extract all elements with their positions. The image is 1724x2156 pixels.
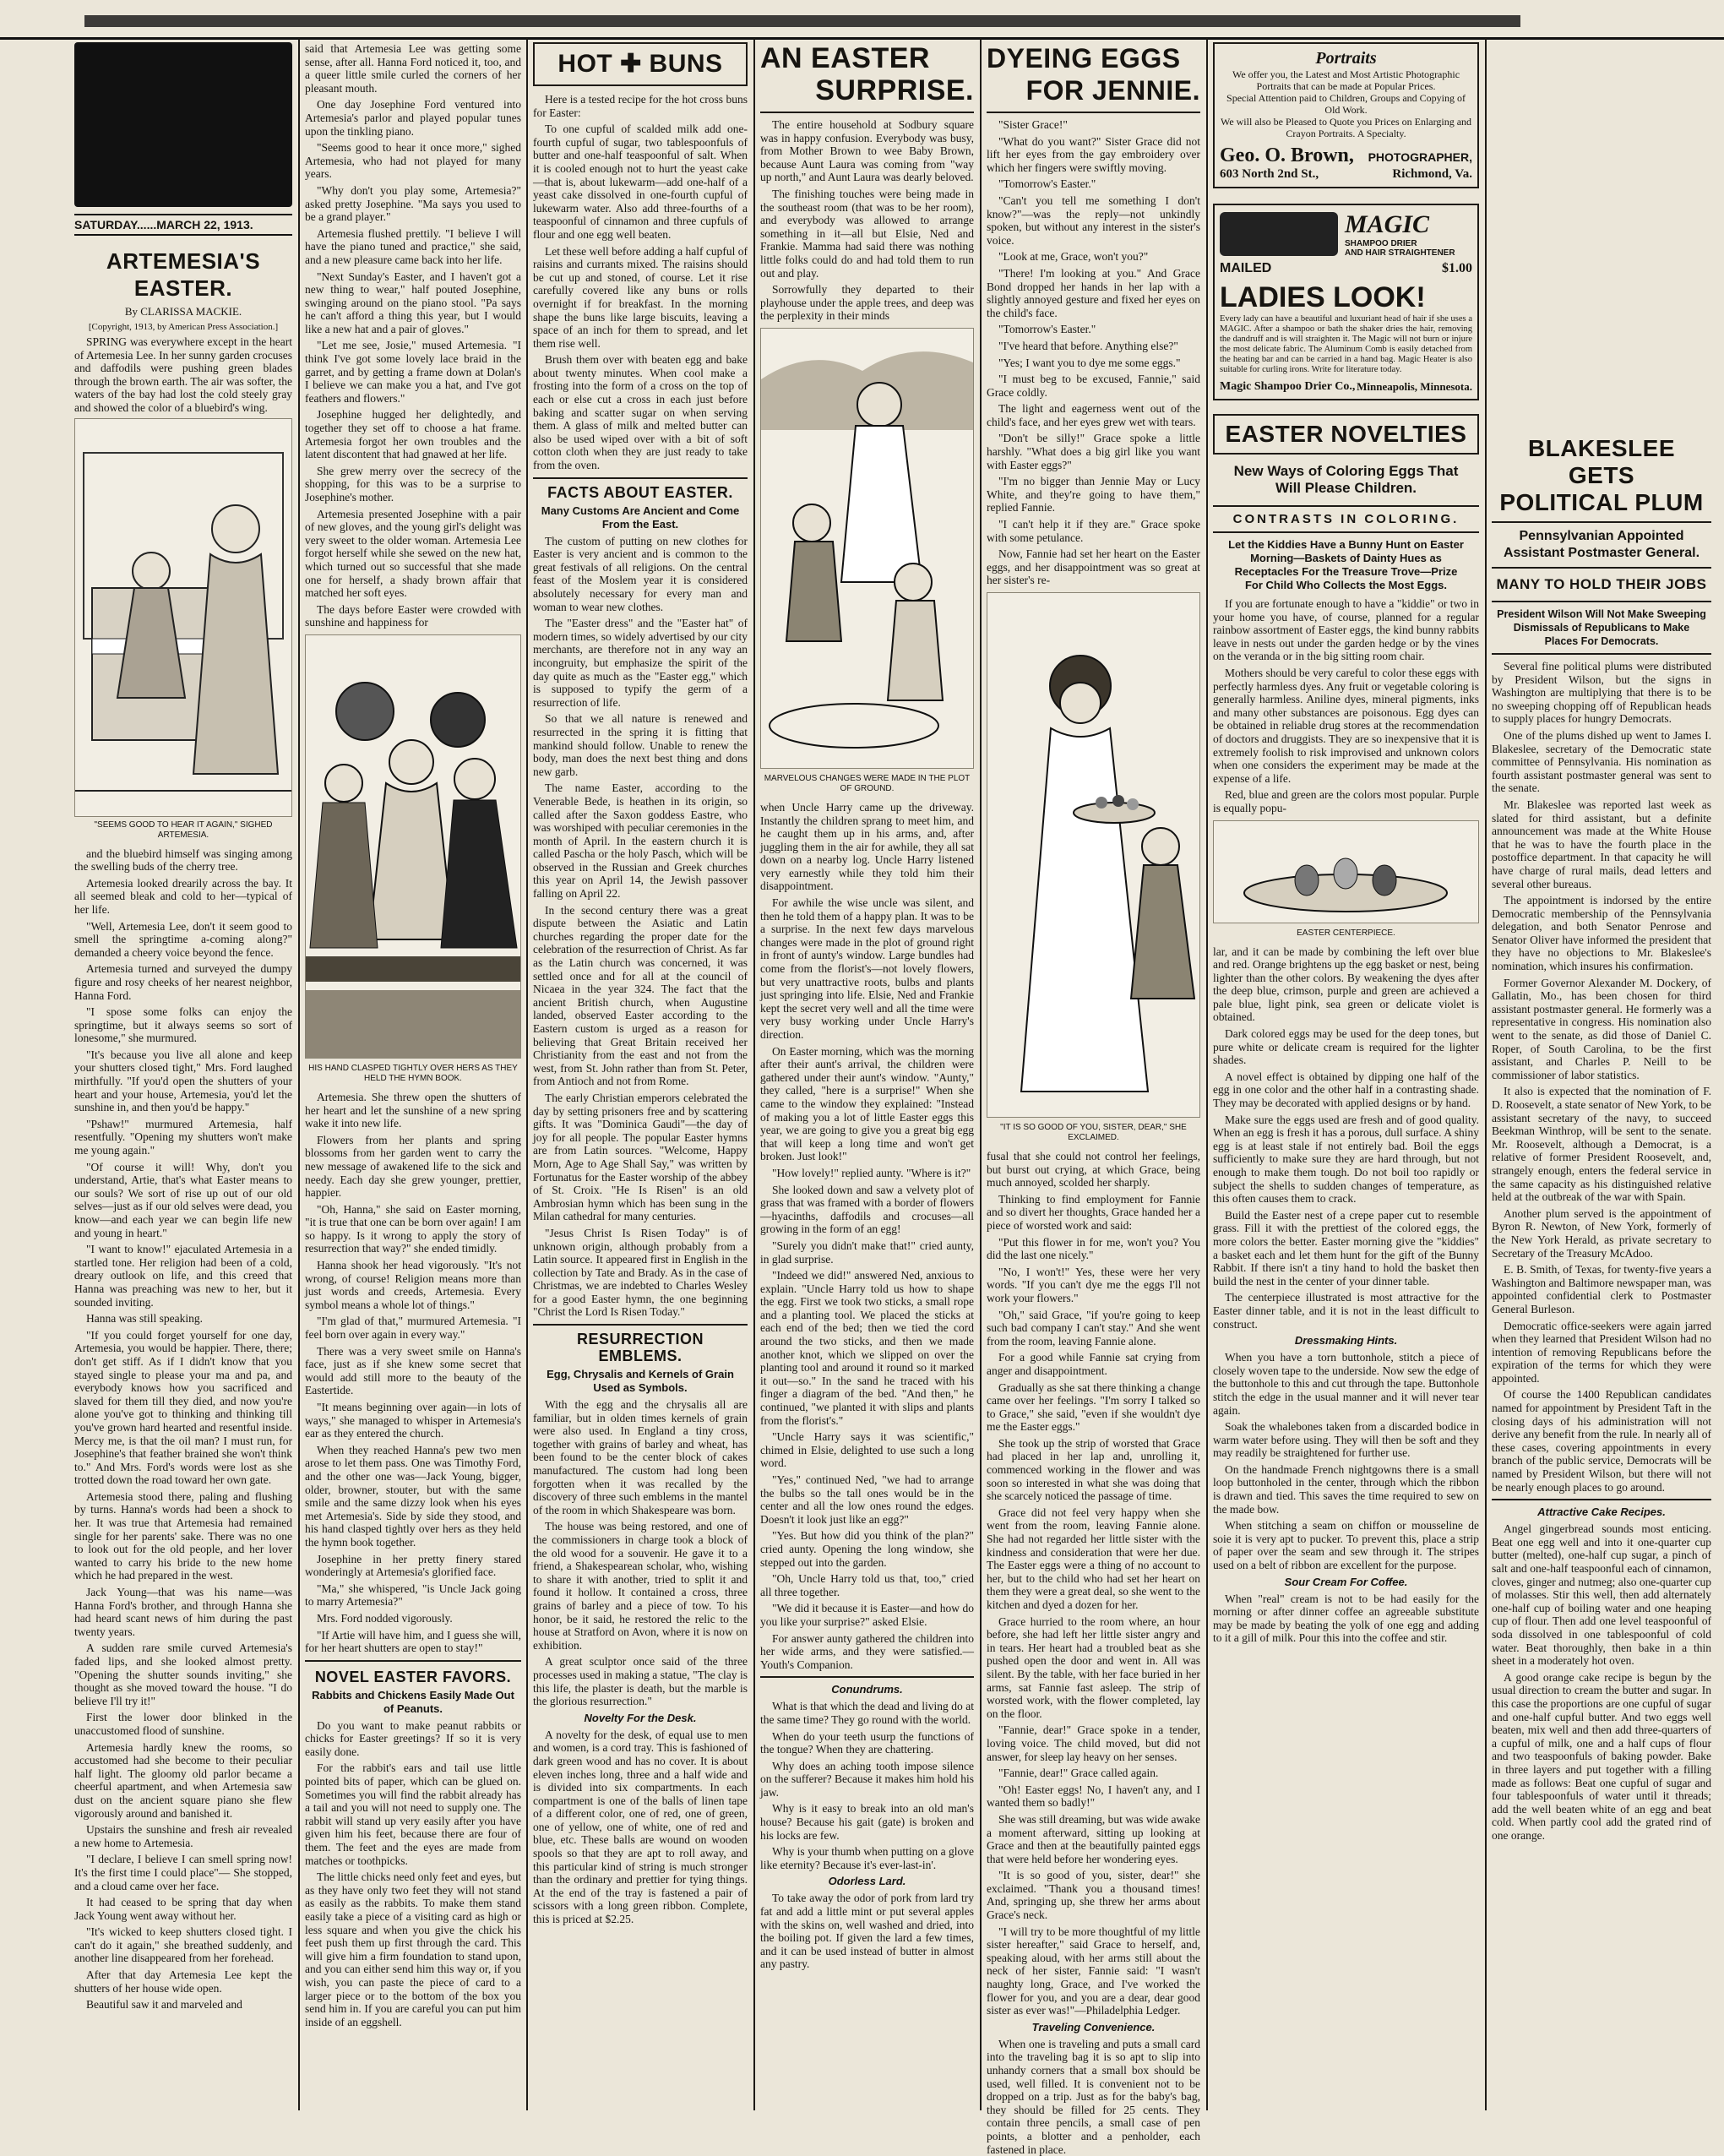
magic-drier-ad: [1213, 204, 1479, 400]
copyright: [Copyright, 1913, by American Press Association.]: [88, 322, 279, 332]
dateline: SATURDAY......MARCH 22, 1913.: [74, 214, 292, 236]
ad-magic: MAGIC: [1345, 210, 1430, 238]
ad-company: Magic Shampoo Drier Co.,: [1220, 380, 1356, 393]
paragraph: "Yes; I want you to dye me some eggs.": [998, 356, 1181, 369]
paragraph: "Next Sunday's Easter, and I haven't got a new thing to wear," half pouted Josephine, swinging around on the piano stool. "Pa says he can't afford a thing this year, but I would like a new hat and a pair of gloves.": [305, 270, 525, 335]
paragraph: "Let me see, Josie," mused Artemesia. "I think I've got some lovely lace braid in the garret, and by getting a frame down at Dolan's I believe we can make you a hat, and I've got feathers and flowers.": [305, 339, 525, 405]
paragraph: So that we all nature is renewed and resurrected in the spring it is fitting that mankind should follow. Unable to renew the body, man does the next best thing and dons new garb.: [533, 712, 751, 778]
paragraph: There was a very sweet smile on Hanna's face, just as if she knew some secret that would add still more to the beauty of the Eastertide.: [305, 1344, 525, 1397]
paragraph: She looked down and saw a velvety plot of grass that was framed with a border of flowers—hyacinths, daffodils and crocuses—all growing in the form of an egg!: [760, 1183, 977, 1236]
paragraph: One of the plums dished up went to James I. Blakeslee, secretary of the Democratic state committee of Pennsylvania. His nomination as fourth assistant postmaster general was sent to the senate.: [1492, 728, 1715, 795]
paragraph: A great sculptor once said of the three processes used in making a statue, "The clay is this life, the plaster is death, but the marble is the glorious resurrection.": [533, 1655, 751, 1708]
ad-line: Special Attention paid to Children, Groups and Copying of Old Work.: [1226, 92, 1466, 116]
easter-centerpiece-icon: [1214, 821, 1478, 923]
paragraph: Mrs. Ford nodded vigorously.: [317, 1611, 453, 1625]
paragraph: In the second century there was a great dispute between the Asiatic and Latin churches regarding the proper date for the celebration of the resurrection of Christ. As far as the Latin church was concerned, it was settled once and for all at the council of Nicaea in the year 324. The fact that the ancient British church, when Augustine landed, observed Easter according to the Eastern custom is urged as a reason for believing that Great Britain received her Christianity from the east and not from the west, from St. John rather than from St. Peter, from Antioch and not from Rome.: [533, 903, 751, 1088]
section-title-traveling: Traveling Convenience.: [1031, 2020, 1156, 2034]
byline: By CLARISSA MACKIE.: [124, 305, 242, 318]
ad-line: We offer you, the Latest and Most Artistic Photographic Portraits that can be made at Popular Prices.: [1232, 68, 1460, 92]
illustration-piano: [74, 418, 292, 817]
paragraph: Why is your thumb when putting on a glove like eternity? Because it's ever-last-in'.: [760, 1845, 977, 1871]
ad-drier: SHAMPOO DRIER: [1345, 239, 1417, 248]
paragraph: Beautiful saw it and marveled and: [86, 1998, 242, 2012]
paragraph: "Tomorrow's Easter.": [998, 177, 1096, 191]
rule-5: [1206, 38, 1208, 2110]
paragraph: "I will try to be more thoughtful of my little sister hereafter," said Grace to herself, and, speaking aloud, with her arms still about the neck of her sister, Fannie said: "I wasn't naughty long, Grace, and I've worked the flower for you, and you are a dear, dear good sister as ever was!"—Philadelphia Ledger.: [987, 1925, 1204, 2017]
paragraph: "Well, Artemesia Lee, don't it seem good to smell the springtime a-coming along?" demanded a cheery voice beyond the fence.: [74, 919, 296, 959]
paragraph: Artemesia turned and surveyed the dumpy figure and rosy cheeks of her nearest neighbor, Hanna Ford.: [74, 962, 296, 1002]
paragraph: When stitching a seam on chiffon or mousseline de soie it is very apt to pucker. To prevent this, place a strip of paper over the seam and sew through it. The stripes used on a belt of ribbon are excellent for the purpose.: [1213, 1519, 1482, 1572]
paragraph: fusal that she could not control her feelings, but burst out crying, at which Grace, being much annoyed, scolded her sharply.: [987, 1150, 1204, 1190]
paragraph: Grace did not feel very happy when she went from the room, leaving Fannie alone. She had not regarded her little sister with the kindness and consideration that were her due. The Easter eggs were a thing of no account to her, but to the child who had set her heart on them they were a great deal, so she went to the kitchen and dyed a dozen for her.: [987, 1505, 1204, 1611]
paragraph: Mr. Blakeslee was reported last week as slated for third assistant, but a definite announcement was made at the White House that he was to have the fourth place in the postoffice department. In that capacity he will have charge of rural mails, dead letters and several other bureaus.: [1492, 798, 1715, 890]
paragraph: Now, Fannie had set her heart on the Easter eggs, and her disappointment was so great at her sister's re-: [987, 547, 1204, 587]
piano-scene-icon: [75, 419, 291, 816]
column-7: [1492, 435, 1715, 2110]
caption-garden: MARVELOUS CHANGES WERE MADE IN THE PLOT OF GROUND.: [764, 773, 971, 793]
paragraph: "Of course it will! Why, don't you understand, Artie, that's what Easter means to our souls? We sort of rise up out of our old selves—just as if our old selves were dead, you know—and each year we can begin life new and young in heart.": [74, 1160, 296, 1239]
paragraph: Democratic office-seekers were again jarred when they learned that President Wilson had no intention of removing Republicans before the expiration of the terms for which they were appointed.: [1492, 1319, 1715, 1385]
section-title-dressmaking: Dressmaking Hints.: [1294, 1334, 1398, 1348]
divider: [1213, 505, 1479, 507]
rule-3: [753, 38, 755, 2110]
paragraph: "I must beg to be excused, Fannie," said Grace coldly.: [987, 373, 1204, 399]
ad-line: We will also be Pleased to Quote you Prices on Enlarging and Crayon Portraits. A Specialty.: [1220, 116, 1472, 139]
divider: [1213, 531, 1479, 533]
title-blakeslee-gets: BLAKESLEE GETS: [1527, 435, 1676, 488]
paragraph: "I'm no bigger than Jennie May or Lucy White, and they're going to have them," replied Fannie.: [987, 475, 1204, 514]
paragraph: Artemesia stood there, paling and flushing by turns. Hanna's words had been a shock to her. It was true that Artemesia had remained single for her parents' sake. There was no one to look out for the old people, and her lover wanted to carry his bride to the new home which he had prepared in the west.: [74, 1489, 296, 1582]
sub-many-to-hold: MANY TO HOLD THEIR JOBS: [1496, 576, 1707, 592]
paragraph: When "real" cream is not to be had easily for the morning or after dinner coffee an agreeable substitute may be made by beating the yolk of one egg and adding to it a gill of milk. Pour this into the coffee and stir.: [1213, 1592, 1482, 1645]
illustration-church: [305, 634, 521, 1059]
title-political-plum: POLITICAL PLUM: [1499, 489, 1704, 515]
paragraph: Artemesia flushed prettily. "I believe I will have the piano tuned and practice," she said, and a new pleasure came back into her life.: [305, 226, 525, 266]
story-title-artemesia: ARTEMESIA'S EASTER.: [106, 248, 261, 301]
paragraph: On Easter morning, which was the morning after their aunt's arrival, the children were gathered under their aunt's window. "Aunty," they called, "here is a surprise!" When she came to the window they explained: "Instead of making you a lot of little Easter eggs this year, we are going to give you a great big egg that will keep a long time and won't get broken. Just look!": [760, 1044, 977, 1163]
paragraph: Upstairs the sunshine and fresh air revealed a new home to Artemesia.: [74, 1823, 296, 1849]
sub-pennsylvanian: Pennsylvanian Appointed Assistant Postmaster General.: [1503, 529, 1700, 560]
paragraph: Do you want to make peanut rabbits or chicks for Easter greetings? If so it is very easily done.: [305, 1718, 525, 1758]
caption-sisters: "IT IS SO GOOD OF YOU, SISTER, DEAR," SHE EXCLAIMED.: [1000, 1123, 1187, 1142]
paragraph: "Oh, Hanna," she said on Easter morning, "it is true that one can be born over again! I am so happy. Is it wrong to apply the story of resurrection that way?" she ended timidly.: [305, 1202, 525, 1255]
paragraph: Several fine political plums were distributed by President Wilson, but the signs in Washington are multiplying that there is to be no sweeping chopping off of Republican heads to supply places for hungry Democrats.: [1492, 660, 1715, 726]
title-for-jennie: FOR JENNIE.: [1025, 75, 1200, 106]
section-title-odorless-lard: Odorless Lard.: [828, 1875, 906, 1888]
top-blot: [84, 15, 1520, 27]
paragraph: A sudden rare smile curved Artemesia's faded lips, and she looked almost pretty. "Opening the shutter sounds inviting," she thought as she moved toward the house. "I do believe I'll try it!": [74, 1642, 296, 1707]
paragraph: The days before Easter were crowded with sunshine and happiness for: [305, 602, 525, 629]
section-sub-resurrection: Egg, Chrysalis and Kernels of Grain Used as Symbols.: [547, 1368, 734, 1395]
paragraph: Why is it easy to break into an old man's house? Because his gait (gate) is broken and his locks are few.: [760, 1802, 977, 1842]
rule-6: [1485, 38, 1487, 2110]
paragraph: SPRING was everywhere except in the heart of Artemesia Lee. In her sunny garden crocuses and daffodils were pushing green blades through the brown earth. The air was softer, the waters of the bay had lost the cold steely gray and showed the color of a bluebird's wing.: [74, 335, 296, 414]
column-6: [1213, 42, 1482, 2110]
paragraph: "Fannie, dear!" Grace called again.: [998, 1767, 1159, 1780]
ad-trade: PHOTOGRAPHER,: [1368, 150, 1472, 164]
paragraph: "Jesus Christ Is Risen Today" is of unknown origin, although probably from a Latin source. It appeared first in English in the collection by Tate and Brady. As in the case of Christmas, we are indebted to Charles Wesley for a good Easter hymn, the one beginning "Christ the Lord Is Risen Today.": [533, 1226, 751, 1319]
paragraph: "Don't be silly!" Grace spoke a little harshly. "What does a big girl like you want with Easter eggs?": [987, 432, 1204, 471]
column-3: [533, 42, 751, 2110]
section-sub-novelties: New Ways of Coloring Eggs That Will Please Children.: [1233, 463, 1459, 496]
paragraph: With the egg and the chrysalis all are familiar, but in olden times kernels of grain were also used. In England a tiny cross, together with grains of barley and wheat, has been found to be the center block of cakes manufactured. The custom had long been forgotten when it was recalled by the discovery of three such emblems in the mantel of the room in which Shakespeare was born.: [533, 1398, 751, 1516]
paragraph: Mothers should be very careful to color these eggs with perfectly harmless dyes. Any fruit or vegetable coloring is generally harmless. Aniline dyes, mineral pigments, inks and many other substances are poisonous. Egg dyes can be obtained in reliable drug stores at the recommendation of doctors and druggists. They are so inexpensive that it is extremely foolish to risk improvised and unknown colors when one considers the experiment may be made at the expense of a life.: [1213, 666, 1482, 785]
drier-device-icon: [1220, 212, 1338, 256]
column-1: [74, 42, 296, 2110]
paragraph: Make sure the eggs used are fresh and of good quality. When an egg is fresh it has a porous, dull surface. A shiny egg is at least stale if not entirely bad. Boil the eggs sufficiently to make sure they are hard through, but not enough to make them tough. Do not boil too rapidly or subject the shells to sudden changes of temperature, as this often causes them to crack.: [1213, 1113, 1482, 1206]
section-sub2-novelties: Let the Kiddies Have a Bunny Hunt on Easter Morning—Baskets of Dainty Hues as Receptacles For the Treasure Trove—Prize For Child Who Collects the Most Eggs.: [1228, 538, 1464, 591]
paragraph: The house was being restored, and one of the commissioners in charge took a block of the old wood for a souvenir. He gave it to a friend, a Shakespearean scholar, who, wishing to share it with another, tried to split it and found it hollow. It contained a cross, three grains of barley and a piece of tow. To his honor, be it said, he restored the relic to the house at Stratford on Avon, where it is now on exhibition.: [533, 1520, 751, 1652]
paragraph: "There! I'm looking at you." And Grace Bond dropped her hands in her lap with a slightly annoyed gesture and fixed her eyes on the child's face.: [987, 266, 1204, 319]
paragraph: "Pshaw!" murmured Artemesia, half resentfully. "Opening my shutters won't make me young again.": [74, 1117, 296, 1157]
paragraph: Artemesia. She threw open the shutters of her heart and let the sunshine of a new spring wake it into new life.: [305, 1090, 525, 1130]
paragraph: For awhile the wise uncle was silent, and then he told them of a happy plan. It was to be a surprise. In the next few days marvelous changes were made in the plot of ground right in front of aunty's window. Large bundles had come from the florist's—not lovely flowers, but very unattractive roots, bulbs and plants just springing into life. Elsie, Ned and Frankie kept the secret very well and all the time were very busy working under Uncle Harry's direction.: [760, 896, 977, 1041]
paragraph: Artemesia presented Josephine with a pair of new gloves, and the young girl's delight was very sweet to the older woman. Artemesia Lee forgot herself while she sewed on the new hat, which turned out so successful that she made one for herself, a shady brown affair that matched her soft eyes.: [305, 507, 525, 600]
paragraph: The finishing touches were being made in the southeast room (that was to be her room), and everybody was allowed to arrange something in it—all but Elsie, Ned and Frankie. Mamma had said there was nothing little folks could do and had told them to run out and play.: [760, 187, 977, 280]
paragraph: She took up the strip of worsted that Grace had placed in her lap and, unrolling it, commenced working in the flower and was soon so interested in what she was doing that she scarcely noticed the passage of time.: [987, 1436, 1204, 1503]
paragraph: "Look at me, Grace, won't you?": [998, 250, 1149, 264]
paragraph: She was still dreaming, but was wide awake a moment afterward, sitting up looking at Grace and then at the beautifully painted eggs that were held before her wondering eyes.: [987, 1812, 1204, 1865]
illustration-sisters: [987, 592, 1200, 1118]
paragraph: First the lower door blinked in the unaccustomed flood of sunshine.: [74, 1711, 296, 1737]
paragraph: "Tomorrow's Easter.": [998, 323, 1096, 336]
paragraph: If you are fortunate enough to have a "kiddie" or two in your home you have, of course, planned for a regular rainbow assortment of Easter eggs, the kind bunny rabbits leave in nests out under the garden hedge or by the vines on the veranda or in the big sitting room chair.: [1213, 597, 1482, 663]
section-title-hot-buns: HOT ✚ BUNS: [557, 50, 723, 78]
section-title-facts: FACTS ABOUT EASTER.: [547, 483, 733, 501]
paragraph: Former Governor Alexander M. Dockery, of Gallatin, Mo., has been chosen for third assistant postmaster general. He formerly was a representative in congress. His nomination also went to the senate, as did those of Daniel C. Roper, of South Carolina, to be the first assistant, and Charles P. Neill to be commissioner of labor statistics.: [1492, 976, 1715, 1081]
paragraph: The light and eagerness went out of the child's face, and her eyes grew wet with tears.: [987, 402, 1204, 428]
paragraph: Hanna was still speaking.: [86, 1312, 203, 1326]
paragraph: "It's because you live all alone and keep your shutters closed tight," Mrs. Ford laughed mirthfully. "If you'd open the shutters of your heart and your house, Artemesia, you'd let the sunshine in, and then you'd be happy.": [74, 1048, 296, 1114]
section-title-cake-recipes: Attractive Cake Recipes.: [1537, 1505, 1666, 1519]
ad-header: Portraits: [1315, 49, 1377, 68]
paragraph: The custom of putting on new clothes for Easter is very ancient and is common to the great festivals of all religions. On the central feast of the Moslem year it is considered absolutely necessary for every man and woman to wear new clothes.: [533, 534, 751, 613]
column-2: [305, 42, 525, 2110]
paragraph: "I can't help it if they are." Grace spoke with some petulance.: [987, 518, 1204, 544]
paragraph: A novel effect is obtained by dipping one half of the egg in one color and the other half in a contrasting shade. They may be decorated with applied designs or by hand.: [1213, 1070, 1482, 1110]
paragraph: When do your teeth usurp the functions of the tongue? When they are chattering.: [760, 1729, 977, 1756]
rule-4: [980, 38, 982, 2110]
paragraph: "Put this flower in for me, won't you? You did the last one nicely.": [987, 1235, 1204, 1262]
paragraph: "I'm glad of that," murmured Artemesia. "I feel born over again in every way.": [305, 1315, 525, 1342]
paragraph: "I declare, I believe I can smell spring now! It's the first time I could place"— She stopped, and a cloud came over her face.: [74, 1853, 296, 1892]
paragraph: "I spose some folks can enjoy the springtime, but it always seems so sort of lonesome," she murmured.: [74, 1005, 296, 1045]
paragraph: Of course the 1400 Republican candidates named for appointment by President Taft in the closing days of his administration will not derive any benefit from the rule. In nearly all of these cases, covering appointments in every branch of the public service, Democrats will be named by President Wilson, but there will not be nearly enough places to go around.: [1492, 1388, 1715, 1494]
paragraph: "Can't you tell me something I don't know?"—was the reply—not unkindly spoken, but without any interest in the sister's voice.: [987, 193, 1204, 247]
paragraph: The "Easter dress" and the "Easter hat" of modern times, so widely advertised by our city merchants, are therefore not in any way an incongruity, but emphasize the spirit of the day quite as much as the "Easter egg," which is supposed to typify the germ of a resurrection of life.: [533, 617, 751, 709]
paragraph: The little chicks need only feet and eyes, but as they have only two feet they will not stand as easily as the rabbits. To make them stand easily take a piece of a visiting card as high or less square and when you give the chick his feet push them up first through the card. This will give him a firm foundation to stand upon, and you can either send him this way or, if you wish, you can paste the piece of card to a larger piece or to the bottom of the box you send him in. If you are careful you can put him inside of an eggshell.: [305, 1870, 525, 2028]
ad-mailed: MAILED: [1220, 261, 1272, 275]
section-title-resurrection: RESURRECTION EMBLEMS.: [576, 1331, 704, 1365]
church-pew-scene-icon: [306, 635, 520, 1058]
paragraph: Dark colored eggs may be used for the deep tones, but pure white or delicate cream is required for the lighter shades.: [1213, 1027, 1482, 1067]
ad-location: Minneapolis, Minnesota.: [1357, 380, 1472, 393]
caption-centerpiece: EASTER CENTERPIECE.: [1297, 928, 1395, 938]
paragraph: Build the Easter nest of a crepe paper cut to resemble grass. Fill it with the prettiest of the colored eggs, the more colors the better. Easter morning give the "kiddies" a basket each and let them hunt for the gift of the Bunny Rabbit. If there isn't a tiny hand to hold the basket then build the nest in the center of your dinner table.: [1213, 1208, 1482, 1288]
paragraph: Angel gingerbread sounds most enticing. Beat one egg well and into it one-quarter cup butter (melted), one-half cup sugar, a pinch of salt and one-half teaspoonful each of cinnamon, cloves, ginger and nutmeg; also one-quarter cup of molasses. Stir this well, then add alternately one-half cup of boiling water and one heaping cup of flour. Then add one level teaspoonful of soda dissolved in one tablespoonful of cold water. Beat thoroughly, then bake in a thin sheet in a moderately hot oven.: [1492, 1522, 1715, 1668]
paragraph: "Indeed we did!" answered Ned, anxious to explain. "Uncle Harry told us how to shape the egg. First we took two sticks, a small rope and a planting tool. We placed the sticks at each end of the bed; then we tied the cord around the two sticks, and then we made another knot, which we slipped on over the planting tool and around it round so it marked it out—so." In the sand he traced with his finger a diagram of the bed. "And then," he continued, "we planted it with slips and plants from the florist's.": [760, 1269, 977, 1427]
paragraph: Sorrowfully they departed to their playhouse under the apple trees, and deep was the perplexity in their minds: [760, 283, 977, 323]
paragraph: "If you could forget yourself for one day, Artemesia, you would be happier. There, there; don't get stiff. As if I didn't know that you stayed single to please your ma and pa, and everybody knows how you sacrificed and slaved for them till they died, and now you're alone you've got to thinking and thinking till you've grown hard hearted and resentful inside. Mercy me, is that the oil man? I must run, for Josephine's that feather brained she won't think to." And Mrs. Ford's words were lost as she trotted down the road toward her own gate.: [74, 1328, 296, 1487]
paragraph: What is that which the dead and living do at the same time? They go round with the world.: [760, 1700, 977, 1726]
paragraph: It had ceased to be spring that day when Jack Young went away without her.: [74, 1896, 296, 1922]
paragraph: "How lovely!" replied aunty. "Where is it?": [772, 1166, 971, 1179]
children-garden-scene-icon: [761, 329, 973, 768]
photographer-ad: [1213, 42, 1479, 188]
paragraph: Jack Young—that was his name—was Hanna Ford's brother, and through Hanna she had heard scant news of him during the past twenty years.: [74, 1586, 296, 1638]
sisters-with-eggs-icon: [987, 593, 1199, 1117]
paragraph: After that day Artemesia Lee kept the shutters of her house wide open.: [74, 1968, 296, 1995]
section-title-novelty-desk: Novelty For the Desk.: [584, 1711, 697, 1724]
paragraph: A good orange cake recipe is begun by the usual direction to cream the butter and sugar. In this case the proportions are one cupful of sugar and one-half cupful butter. And two eggs well beaten, mix well and then add three-quarters of a cupful of milk, one and a half cups of flour and two teaspoonfuls of baking powder. Bake in three layers and put together with a filling made as follows: Beat one cupful of sugar and four tablespoonfuls of water until it threads; add the well beaten white of an egg and beat cold. When partly cool add the grated rind of one orange.: [1492, 1670, 1715, 1842]
ad-address: 603 North 2nd St.,: [1220, 167, 1319, 181]
illustration-centerpiece: [1213, 820, 1479, 923]
paragraph: Let these well before adding a half cupful of raisins and currants mixed. The raisins should be cut up and stoned, of course. Let it rise carefully covered like any buns or rolls overnight if for breakfast. In the morning shape the buns like large biscuits, leaving a space of an inch for them to spread, and let them rise well.: [533, 244, 751, 350]
paragraph: Soak the whalebones taken from a discarded bodice in warm water before using. They will then be soft and they may readily be straightened for further use.: [1213, 1420, 1482, 1460]
paragraph: The centerpiece illustrated is most attractive for the Easter dinner table, and it is not in the least difficult to construct.: [1213, 1291, 1482, 1331]
section-title-sour-cream: Sour Cream For Coffee.: [1284, 1575, 1408, 1588]
paragraph: Another plum served is the appointment of Byron R. Newton, of New York, formerly of the New York Herald, as private secretary to Secretary of the Treasury McAdoo.: [1492, 1206, 1715, 1260]
paragraph: The early Christian emperors celebrated the day by setting prisoners free and by scattering gifts. It was "Dominica Gaudi"—the day of joy for all people. The popular Easter hymns are from Latin sources. "Welcome, Happy Morn, Age to Age Shall Say," was written by Fortunatus for the Easter worship of the abbey of St. Croix. "He Is Risen" is an old Ambrosian hymn which has been sung in the Milan cathedral for many centuries.: [533, 1091, 751, 1223]
rule-1: [298, 38, 300, 2110]
section-title-contrasts: CONTRASTS IN COLORING.: [1232, 512, 1460, 526]
paragraph: "Ma," she whispered, "is Uncle Jack going to marry Artemesia?": [305, 1582, 525, 1609]
ad-ladies-look: LADIES LOOK!: [1220, 281, 1426, 313]
ad-straightener: AND HAIR STRAIGHTENER: [1345, 248, 1455, 258]
divider: [1492, 1499, 1711, 1500]
title-an-easter: AN EASTER: [760, 42, 930, 74]
caption-artemesia: "SEEMS GOOD TO HEAR IT AGAIN," SIGHED ARTEMESIA.: [94, 819, 273, 840]
divider: [533, 1324, 748, 1326]
paragraph: "I want to know!" ejaculated Artemesia in a startled tone. Her religion had been of a cold, dreary outlook on life, and this creed that Hanna was preaching was new to her, but it sounded inviting.: [74, 1243, 296, 1309]
paragraph: It also is expected that the nomination of F. D. Roosevelt, a state senator of New York, to be assistant secretary of the navy, to succeed Beekman Winthrop, will be sent to the senate. Mr. Roosevelt, although a Democrat, is a relative of former President Roosevelt, and, strangely enough, enters the federal service in the same capacity as his distinguished relative held at the outbreak of the war with Spain.: [1492, 1085, 1715, 1204]
illustration-garden: [760, 328, 974, 769]
paragraph: when Uncle Harry came up the driveway. Instantly the children sprang to meet him, and he caught them up in his arms, and, after juggling them in the air for awhile, they all sat down on a nearby log. Uncle Harry listened very earnestly while they told him their disappointment.: [760, 800, 977, 893]
paragraph: "It's wicked to keep shutters closed tight. I can't do it again," she breathed suddenly, and another line disappeared from her forehead.: [74, 1925, 296, 1965]
paragraph: "If Artie will have him, and I guess she will, for her heart shutters are open to stay!": [305, 1628, 525, 1655]
title-dyeing-eggs: DYEING EGGS: [987, 43, 1181, 74]
surprise-title-box: [760, 42, 974, 113]
paragraph: "Oh," said Grace, "if you're going to keep such bad company I can't stay." And she went from the room, leaving Fannie alone.: [987, 1308, 1204, 1348]
paragraph: Artemesia hardly knew the rooms, so accustomed had she become to their peculiar half light. The gloomy old parlor became a cheerful apartment, and when Artemesia saw dust on the ancient square piano she flew vigorously around and banished it.: [74, 1740, 296, 1820]
paragraph: "What do you want?" Sister Grace did not lift her eyes from the gay embroidery over which her fingers were swiftly moving.: [987, 134, 1204, 174]
paragraph: "We did it because it is Easter—and how do you like your surprise?" asked Elsie.: [760, 1602, 977, 1628]
paragraph: The appointment is indorsed by the entire Democratic membership of the Pennsylvania delegation, and both Senator Penrose and Senator Oliver have informed the president that they have no objections to Mr. Blakeslee's nomination, which insures his confirmation.: [1492, 894, 1715, 973]
hot-buns-box: [533, 42, 748, 86]
paragraph: To one cupful of scalded milk add one-fourth cupful of sugar, two tablespoonfuls of butter and one-half teaspoonful of salt. When it is cooled enough not to hurt the yeast cake—that is, about lukewarm—add one-half of a yeast cake dissolved in one-fourth cupful of lukewarm water. Also add three-fourths of a teaspoonful of cinnamon and three cupfuls of flour and one egg well beaten.: [533, 122, 751, 241]
paragraph: "It is so good of you, sister, dear!" she exclaimed. "Thank you a thousand times! And, springing up, she threw her arms about Grace's neck.: [987, 1869, 1204, 1922]
paragraph: Flowers from her plants and spring blossoms from her garden went to carry the new message of awakened life to the sick and needy. Each day she grew younger, prettier, happier.: [305, 1133, 525, 1200]
rule-2: [526, 38, 528, 2110]
paragraph: said that Artemesia Lee was getting some sense, after all. Hanna Ford noticed it, too, and a queer little smile curled the corners of her pleasant mouth.: [305, 42, 525, 95]
paragraph: For the rabbit's ears and tail use little pointed bits of paper, which can be glued on. Sometimes you will find the rabbit already has a tail and you will not need to supply one. The rabbit will stand up very easily after you have given him his feet, because there are four of them. The feet and the eyes are made from matches or toothpicks.: [305, 1761, 525, 1867]
divider: [533, 477, 748, 479]
paragraph: "Seems good to hear it once more," sighed Artemesia, who had not played for many years.: [305, 141, 525, 181]
caption-hymn-book: HIS HAND CLASPED TIGHTLY OVER HERS AS THEY HELD THE HYMN BOOK.: [308, 1063, 518, 1083]
paragraph: Grace hurried to the room where, an hour before, she had left her little sister angry and in tears. Her heart had a troubled beat as she pushed open the door and went in. All was silent. By the table, with her face buried in her arms, sat Fannie fast asleep. The strip of worsted work, with the flower completed, lay on the floor.: [987, 1614, 1204, 1720]
paragraph: "Yes," continued Ned, "we had to arrange the bulbs so the tall ones would be in the center and all the low ones round the edges. Doesn't it look just like an egg?": [760, 1473, 977, 1526]
paragraph: lar, and it can be made by combining the left over blue and red. Orange brightens up the egg basket or nest, being lighter than the other colors. By weakening the dyes after the deep blue, crimson, purple and green are achieved a pale blue, light pink, sea green or delicate violet is obtained.: [1213, 945, 1482, 1024]
ad-body: Every lady can have a beautiful and luxuriant head of hair if she uses a MAGIC. After a shampoo or bath the shaker dries the hair, removing the dandruff and is will straighten it. The Magic will not burn or injure the most delicate fabric. The Aluminum Comb is easily detached from the heating bar and can be carried in a hand bag. Magic Heater is also suitable for curling irons. Write for literature today.: [1220, 314, 1472, 374]
paragraph: "Surely you didn't make that!" cried aunty, in glad surprise.: [760, 1239, 977, 1266]
paragraph: For a good while Fannie sat crying from anger and disappointment.: [987, 1351, 1204, 1377]
paragraph: Gradually as she sat there thinking a change came over her feelings. "I'm sorry I talked so to Grace," she said, "even if she wouldn't dye me the Easter eggs.": [987, 1380, 1204, 1434]
column-4: [760, 42, 977, 2110]
divider: [760, 1676, 974, 1678]
ad-price: $1.00: [1442, 261, 1472, 275]
paragraph: "Why don't you play some, Artemesia?" asked pretty Josephine. "Ma says you used to be a grand player.": [305, 183, 525, 224]
section-sub-novel-favors: Rabbits and Chickens Easily Made Out of Peanuts.: [312, 1688, 514, 1715]
novelties-title-box: [1213, 414, 1479, 455]
section-sub-facts: Many Customs Are Ancient and Come From the East.: [541, 504, 740, 531]
divider: [305, 1660, 521, 1662]
column-5: [987, 42, 1204, 2156]
paragraph: Hanna shook her head vigorously. "It's not wrong, of course! Religion means more than just words and creeds, Artemesia. Every symbol means a whole lot of things.": [305, 1259, 525, 1311]
divider: [1492, 521, 1711, 523]
paragraph: "Yes. But how did you think of the plan?" cried aunty. Opening the long window, she stepped out into the garden.: [760, 1529, 977, 1569]
paragraph: On the handmade French nightgowns there is a small loop buttonholed in the center, through which the ribbon is drawn and tied. This saves the time required to sew on the made bow.: [1213, 1462, 1482, 1516]
paragraph: "Oh! Easter eggs! No, I haven't any, and I wanted them so badly!": [987, 1783, 1204, 1810]
paragraph: Artemesia looked drearily across the bay. It all seemed bleak and cold to her—typical of her life.: [74, 876, 296, 916]
paragraph: "It means beginning over again—in lots of ways," she managed to whisper in Artemesia's ear as they entered the church.: [305, 1401, 525, 1440]
section-title-conundrums: Conundrums.: [831, 1683, 903, 1696]
paragraph: When they reached Hanna's pew two men arose to let them pass. One was Timothy Ford, and the other one was—Jack Young, bigger, older, browner, stouter, but with the same smile and the same dizzy look when his eyes met Artemesia's. Side by side they stood, and his hand clasped tightly over hers as they held the hymn book together.: [305, 1443, 525, 1549]
paragraph: The name Easter, according to the Venerable Bede, is heathen in its origin, so called after the Saxon goddess Eastre, who was worshiped with peculiar ceremonies in the month of April. In the eastern church it is called Pascha or the holy Pasch, which will be observed in the Russian and Greek churches this year on April 14, the Jewish passover falling on April 22.: [533, 781, 751, 901]
paragraph: "Sister Grace!": [998, 118, 1068, 131]
paragraph: and the bluebird himself was singing among the swelling buds of the cherry tree.: [74, 847, 296, 874]
paragraph: Josephine in her pretty finery stared wonderingly at Artemesia's glorified face.: [305, 1552, 525, 1579]
divider: [1492, 567, 1711, 569]
paragraph: When one is traveling and puts a small card into the traveling bag it is so apt to slip into unhandy corners that a small box should be used, well filled. It is convenient not to be dropped on a trip. Just as for the baby's bag, they should be filled for 25 cents. They contain three pencils, a small case of pen points, a blotter and a penholder, each fastened in place.: [987, 2037, 1204, 2156]
paragraph: "Fannie, dear!" Grace spoke in a tender, loving voice. The child moved, but did not answer, for sleep lay heavy on her senses.: [987, 1723, 1204, 1763]
paragraph: E. B. Smith, of Texas, for twenty-five years a Washington and Baltimore newspaper man, was appointed confidential clerk to Postmaster General Burleson.: [1492, 1263, 1715, 1315]
section-title-novelties: EASTER NOVELTIES: [1225, 421, 1467, 447]
paragraph: "Oh, Uncle Harry told us that, too," cried all three together.: [760, 1572, 977, 1598]
paragraph: Why does an aching tooth impose silence on the sufferer? Because it makes him hold his jaw.: [760, 1759, 977, 1799]
dyeing-title-box: [987, 42, 1200, 113]
paragraph: To take away the odor of pork from lard try fat and add a little mint or put several apples with the skins on, well washed and dried, into the boiling pot. If given the lard a few times, and it can be used instead of butter in almost any pastry.: [760, 1892, 977, 1971]
ad-city: Richmond, Va.: [1392, 167, 1472, 181]
paragraph: Josephine hugged her delightedly, and together they set off to choose a hat frame. Artemesia forgot her own troubles and the latent discontent that had gnawed at her life.: [305, 408, 525, 461]
paragraph: The entire household at Sodbury square was in happy confusion. Everybody was busy, from Mother Brown to wee Baby Brown, because Aunt Laura was coming from "way up north," and Aunt Laura was dearly beloved.: [760, 118, 977, 184]
sub-president-wilson: President Wilson Will Not Make Sweeping Dismissals of Republicans to Make Places For Democrats.: [1497, 608, 1706, 647]
paragraph: "Uncle Harry says it was scientific," chimed in Elsie, delighted to use such a long word.: [760, 1430, 977, 1470]
paragraph: "No, I won't!" Yes, these were her very words. "If you can't dye me the eggs I'll not work your flowers.": [987, 1265, 1204, 1304]
title-surprise: SURPRISE.: [815, 74, 974, 106]
paragraph: "I've heard that before. Anything else?": [998, 339, 1178, 352]
divider: [1492, 601, 1711, 602]
paragraph: Here is a tested recipe for the hot cross buns for Easter:: [533, 93, 751, 119]
paragraph: Red, blue and green are the colors most popular. Purple is equally popu-: [1213, 788, 1482, 814]
paragraph: When you have a torn buttonhole, stitch a piece of closely woven tape to the underside. Now sew the edge of the buttonhole to this and cut through the tape. Buttonhole stitch the edge in the usual manner and it will never tear again.: [1213, 1351, 1482, 1417]
paragraph: A novelty for the desk, of equal use to men and women, is a cord tray. This is fashioned of dark green wood and has no cover. It is about eleven inches long, three and a half wide and is divided into six compartments. In each compartment is one of the balls of linen tape of a different color, one of red, one of green, one of yellow, one of white, one of red and blue, etc. These balls are wound on wooden spools so that they are apt to roll away, and this particular kind of string is much stronger than the ordinary and prettier for tying things. At the end of the tray is fastened a pair of scissors with a long green ribbon. Complete, this is priced at $2.25.: [533, 1728, 751, 1926]
paragraph: She grew merry over the secrecy of the shopping, for this was to be a surprise to Josephine's mother.: [305, 464, 525, 504]
section-title-novel-favors: NOVEL EASTER FAVORS.: [314, 1668, 512, 1685]
masthead-blot: [74, 42, 292, 207]
ad-name: Geo. O. Brown,: [1220, 144, 1354, 166]
paragraph: Thinking to find employment for Fannie and so divert her thoughts, Grace handed her a piece of worsted work and said:: [987, 1192, 1204, 1232]
divider: [1492, 653, 1711, 655]
paragraph: For answer aunty gathered the children into her wide arms, and they were satisfied.—Youth's Companion.: [760, 1631, 977, 1671]
paragraph: Brush them over with beaten egg and bake about twenty minutes. When cool make a frosting into the form of a cross on the top of each or else cut a cross in each just before baking and scatter sugar on when serving them. A glass of milk and melted butter can also be used wiped over with a bit of soft cotton cloth when they are just ready to take from the oven.: [533, 353, 751, 472]
paragraph: One day Josephine Ford ventured into Artemesia's parlor and played popular tunes upon the tinkling piano.: [305, 98, 525, 138]
